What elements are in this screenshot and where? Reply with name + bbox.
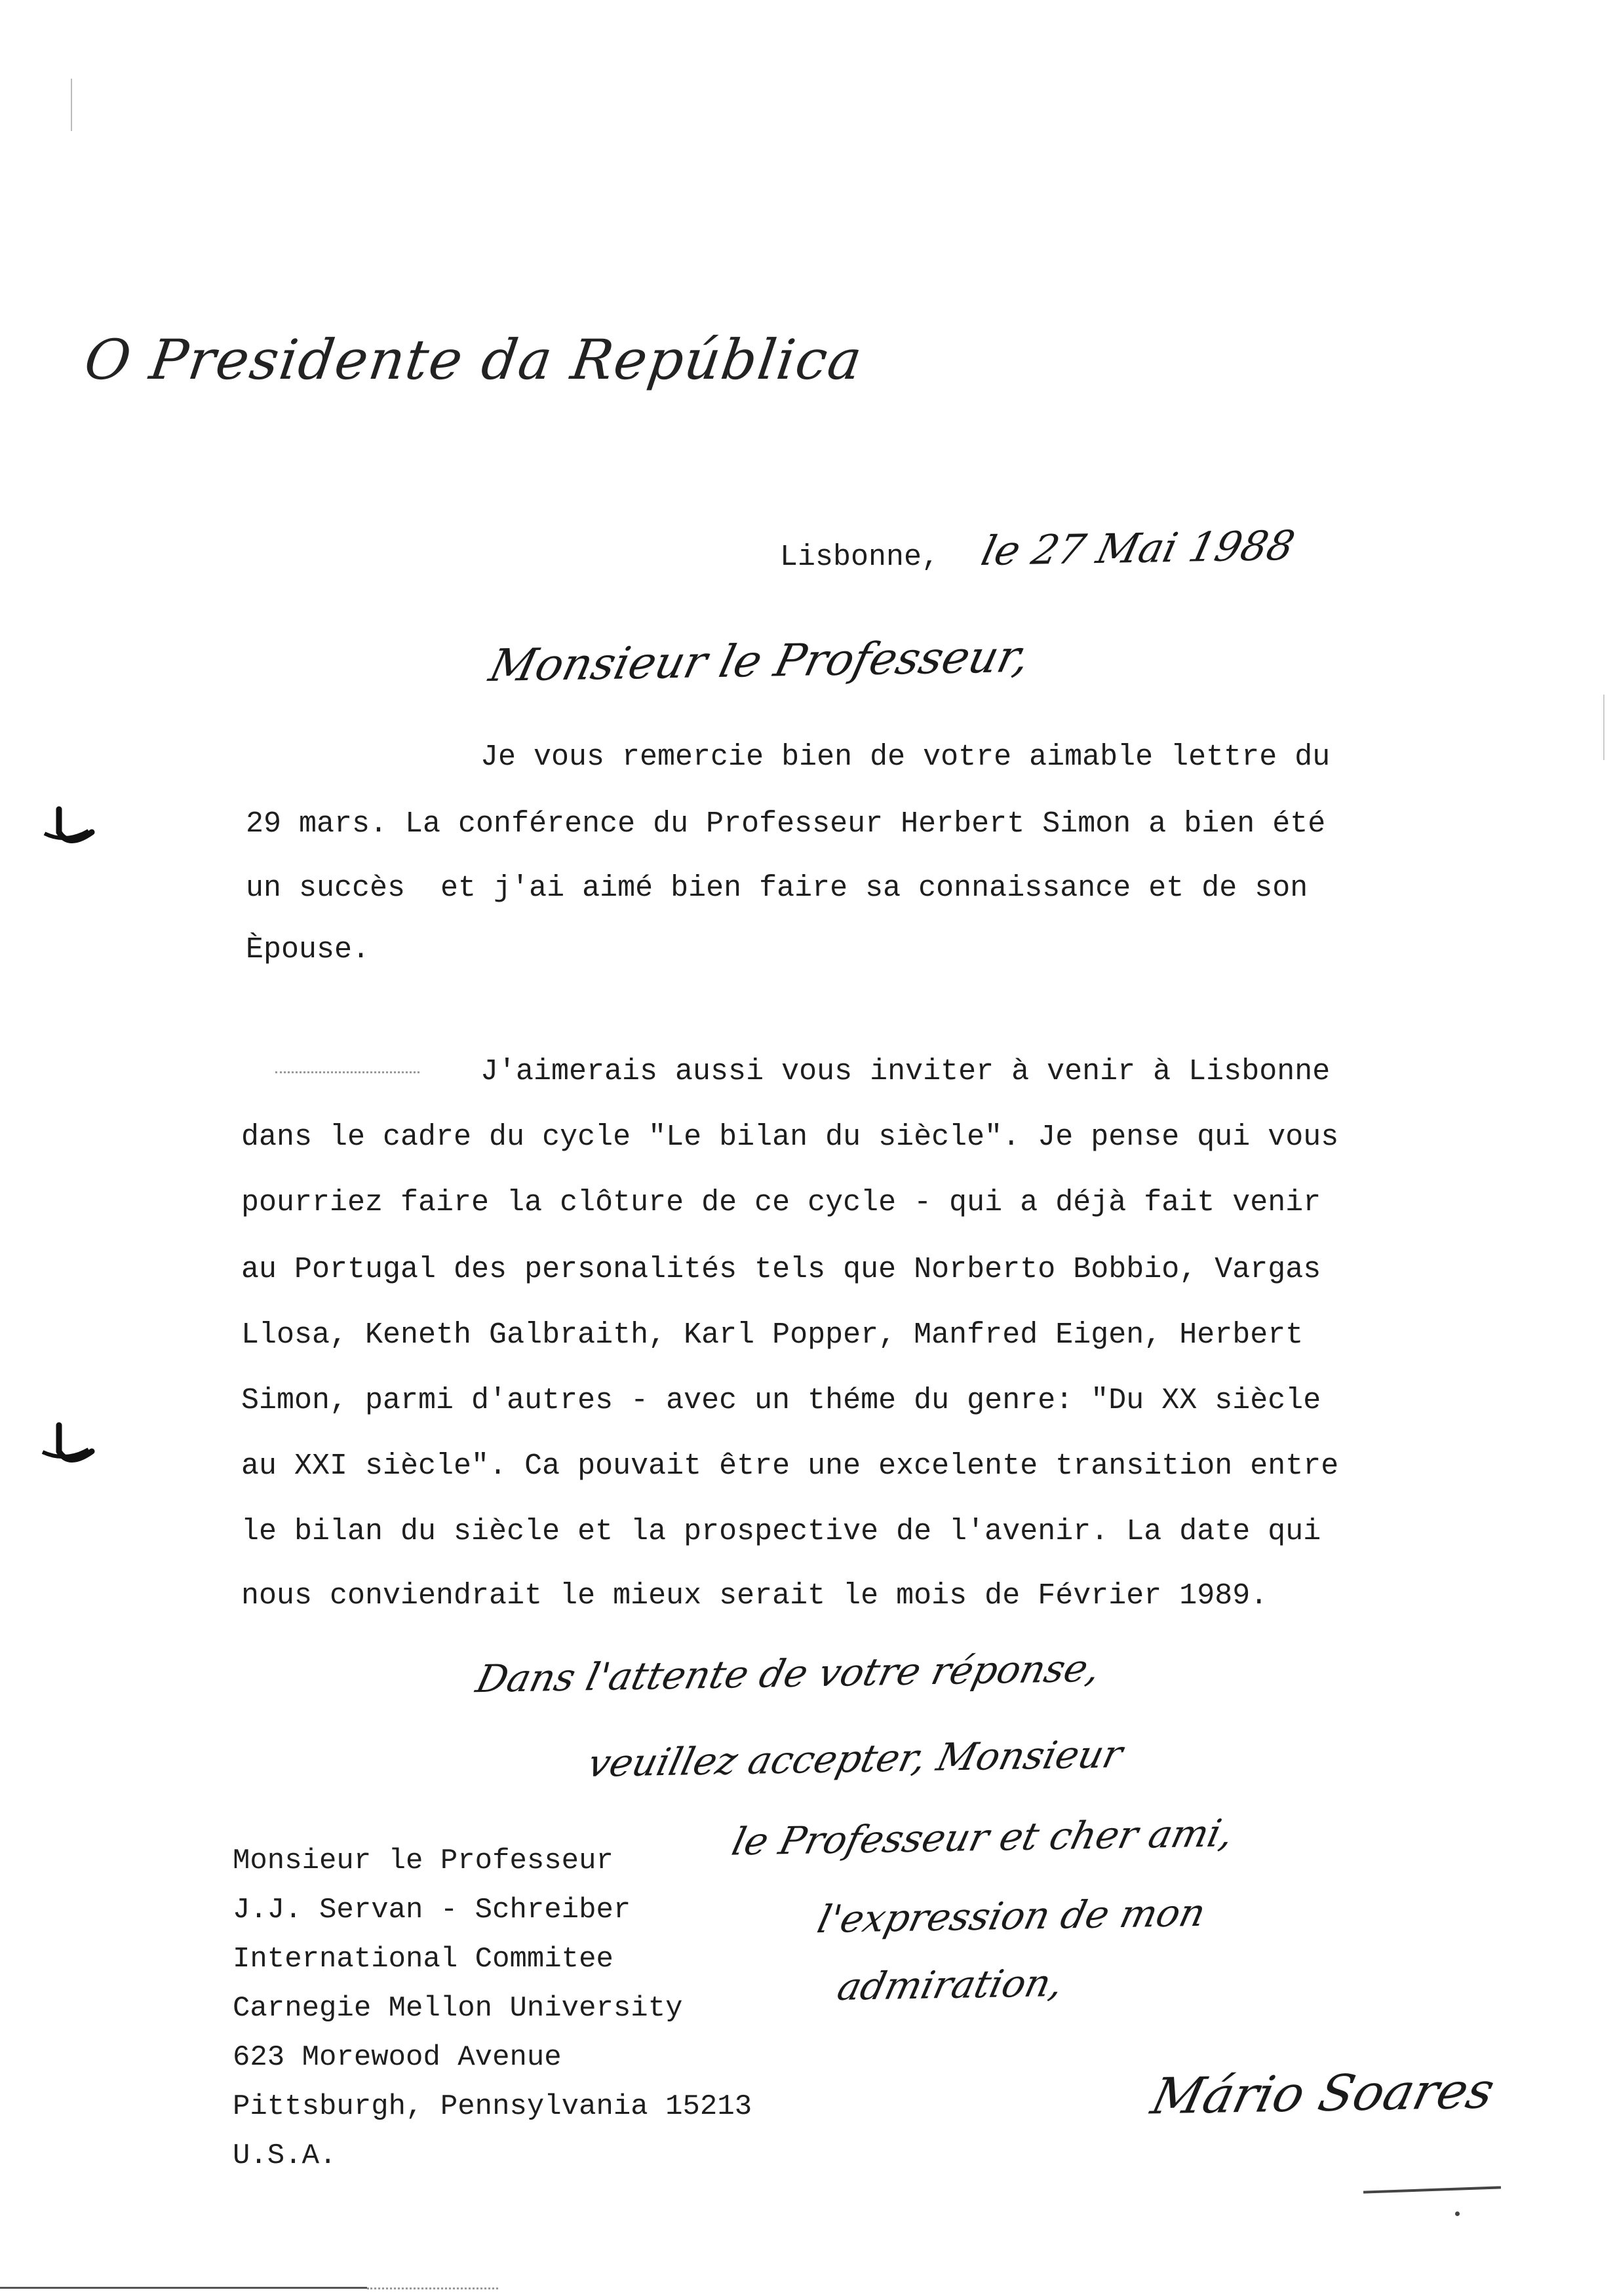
hole-punch-mark-top (39, 806, 98, 858)
address-line-6: Pittsburgh, Pennsylvania 15213 (233, 2090, 752, 2123)
closing-line-4: l'expression de mon (813, 1890, 1210, 1942)
address-line-4: Carnegie Mellon University (233, 1992, 683, 2025)
address-line-2: J.J. Servan - Schreiber (233, 1894, 631, 1926)
closing-line-5: admiration, (833, 1961, 1068, 2009)
address-line-1: Monsieur le Professeur (233, 1845, 613, 1877)
scan-edge-line-right (1603, 695, 1605, 760)
letterhead-title: O Presidente da República (81, 328, 867, 392)
body-p2-line-2: dans le cadre du cycle "Le bilan du siècle". Je pense qui vous (241, 1120, 1339, 1154)
body-p2-line-7: au XXI siècle". Ca pouvait être une excelente transition entre (241, 1449, 1339, 1483)
closing-line-3: le Professeur et cher ami, (728, 1810, 1238, 1864)
scan-dotted-mark (275, 1071, 419, 1073)
address-line-5: 623 Morewood Avenue (233, 2041, 562, 2074)
body-p2-line-1: J'aimerais aussi vous inviter à venir à Lisbonne (480, 1055, 1331, 1088)
scan-bottom-line (0, 2287, 367, 2289)
address-line-3: International Commitee (233, 1943, 613, 1976)
body-p2-line-3: pourriez faire la clôture de ce cycle - qui a déjà fait venir (241, 1186, 1321, 1219)
signature-underline (1363, 2186, 1501, 2193)
hole-punch-mark-bottom (36, 1422, 98, 1478)
closing-line-1: Dans l'attente de votre réponse, (472, 1645, 1105, 1702)
dateline-city: Lisbonne, (780, 541, 940, 574)
body-p1-line-3: un succès et j'ai aimé bien faire sa connaissance et de son (246, 871, 1308, 905)
salutation: Monsieur le Professeur, (484, 630, 1035, 693)
address-line-7: U.S.A. (233, 2139, 337, 2172)
body-p1-line-1: Je vous remercie bien de votre aimable lettre du (480, 740, 1331, 774)
scan-bottom-dots (367, 2287, 498, 2289)
signature: Mário Soares (1146, 2061, 1500, 2126)
body-p1-line-4: Èpouse. (246, 933, 370, 966)
body-p2-line-5: Llosa, Keneth Galbraith, Karl Popper, Manfred Eigen, Herbert (241, 1318, 1304, 1352)
closing-line-2: veuillez accepter, Monsieur (583, 1731, 1127, 1786)
scan-edge-line-left (71, 79, 72, 131)
dateline-date: le 27 Mai 1988 (977, 521, 1300, 575)
signature-dot (1455, 2211, 1460, 2216)
body-p2-line-9: nous conviendrait le mieux serait le mois de Février 1989. (241, 1579, 1268, 1613)
body-p2-line-6: Simon, parmi d'autres - avec un théme du genre: "Du XX siècle (241, 1384, 1321, 1417)
body-p1-line-2: 29 mars. La conférence du Professeur Herbert Simon a bien été (246, 807, 1326, 841)
body-p2-line-8: le bilan du siècle et la prospective de l'avenir. La date qui (241, 1515, 1321, 1548)
body-p2-line-4: au Portugal des personalités tels que Norberto Bobbio, Vargas (241, 1253, 1321, 1286)
